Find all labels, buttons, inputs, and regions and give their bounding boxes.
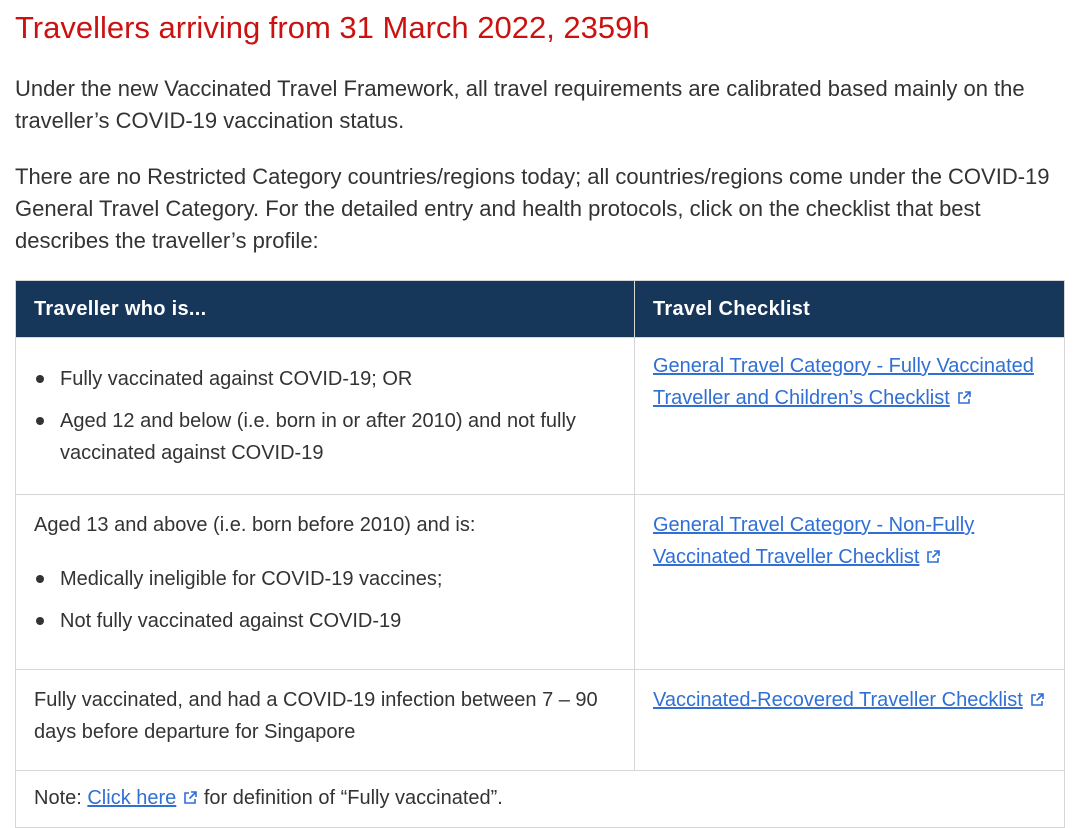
- bullet-item: Aged 12 and below (i.e. born in or after 2010) and not fully vaccinated against COVID-19: [34, 405, 616, 469]
- external-link-icon[interactable]: [925, 543, 941, 575]
- column-header-traveller: Traveller who is...: [16, 281, 635, 338]
- traveller-bullet-list: [34, 363, 616, 469]
- click-here-link[interactable]: Click here: [87, 787, 177, 809]
- table-row: [16, 338, 1065, 495]
- note-suffix: for definition of “Fully vaccinated”.: [198, 787, 503, 809]
- external-link-icon[interactable]: [956, 384, 972, 416]
- intro-paragraph-category: There are no Restricted Category countries/regions today; all countries/regions come under the COVID-19 General Travel Category. For the detailed entry and health protocols, click on the checklist that best describes the traveller’s profile:: [15, 164, 1050, 253]
- table-note-row: [16, 771, 1065, 828]
- column-header-checklist: Travel Checklist: [635, 281, 1065, 338]
- traveller-cell: [16, 495, 635, 670]
- note-cell: [16, 771, 1065, 828]
- bullet-item: Medically ineligible for COVID-19 vaccines;: [34, 563, 616, 595]
- checklist-link-vaccinated-recovered[interactable]: [653, 689, 1023, 711]
- page-content: [15, 8, 1065, 809]
- checklist-link-label: General Travel Category - Non-Fully Vaccinated Traveller Checklist: [653, 514, 975, 568]
- traveller-cell: [16, 338, 635, 495]
- travel-checklist-table: [15, 280, 1065, 828]
- checklist-link-fully-vaccinated[interactable]: [653, 355, 1034, 409]
- traveller-lead-text: Aged 13 and above (i.e. born before 2010) and is:: [34, 514, 476, 536]
- external-link-icon[interactable]: [182, 784, 198, 816]
- traveller-bullet-list: [34, 563, 616, 637]
- table-row: [16, 495, 1065, 670]
- checklist-cell: [635, 495, 1065, 670]
- page-title: Travellers arriving from 31 March 2022, 2359h: [15, 10, 650, 45]
- note-prefix: Note:: [34, 787, 88, 809]
- checklist-link-label: Vaccinated-Recovered Traveller Checklist: [653, 689, 1023, 711]
- intro-paragraph-framework: Under the new Vaccinated Travel Framework, all travel requirements are calibrated based mainly on the traveller’s COVID-19 vaccination status.: [15, 76, 1025, 133]
- table-row: [16, 670, 1065, 771]
- checklist-cell: [635, 670, 1065, 771]
- bullet-item: Fully vaccinated against COVID-19; OR: [34, 363, 616, 395]
- checklist-cell: [635, 338, 1065, 495]
- external-link-icon[interactable]: [1029, 686, 1045, 718]
- table-header-row: [16, 281, 1065, 338]
- bullet-item: Not fully vaccinated against COVID-19: [34, 605, 616, 637]
- traveller-cell: [16, 670, 635, 771]
- traveller-lead-text: Fully vaccinated, and had a COVID-19 infection between 7 – 90 days before departure for Singapore: [34, 689, 598, 743]
- checklist-link-label: General Travel Category - Fully Vaccinated Traveller and Children’s Checklist: [653, 355, 1034, 409]
